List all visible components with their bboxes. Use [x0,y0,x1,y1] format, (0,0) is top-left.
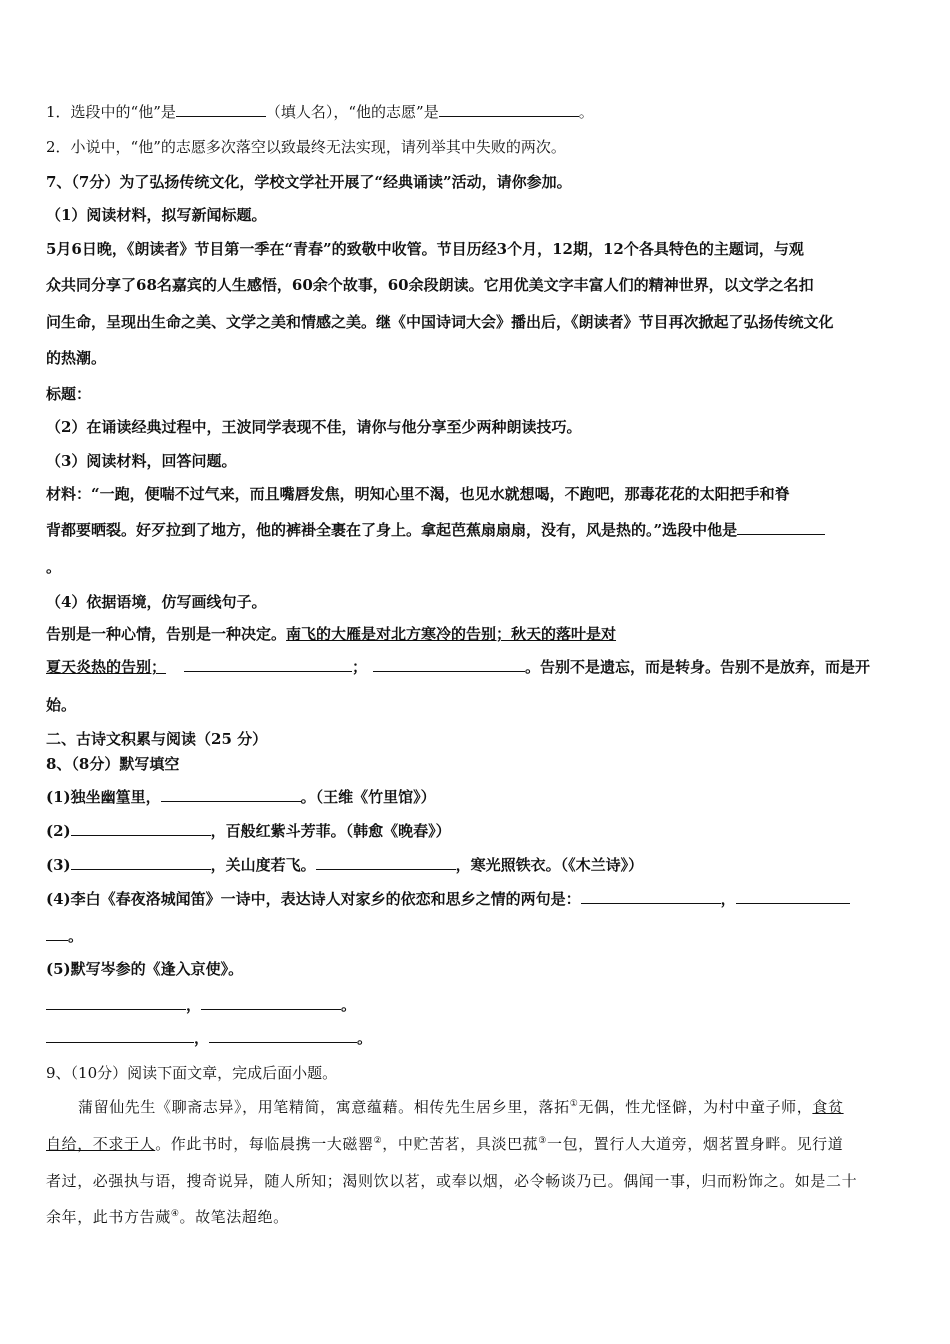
footnote-marker-3: ③ [538,1136,547,1146]
q8-item-5: (5)默写岑参的《逢入京使》。 [46,960,244,978]
q8-item-5-line-2 [46,1027,908,1049]
q8-item-3-c: ，寒光照铁衣。（《木兰诗》） [455,856,644,874]
q7-material-line-1: 5月6日晚，《朗读者》节目第一季在“青春”的致敬中收管。节目历经3个月，12期，12个各具特色的主题词，与观 [46,240,804,258]
q9-underlined-1: 食贫 [812,1098,844,1116]
q8-item-5-end-1: 。 [341,996,357,1014]
question-1-2: 2．小说中，“他”的志愿多次落空以致最终无法实现，请列举其中失败的两次。 [46,138,566,156]
q9-passage-line-4 [46,1206,908,1228]
q7-sub4-line-3: 始。 [46,696,77,714]
answer-blank-q8-4a[interactable] [581,888,721,904]
answer-blank-who[interactable] [737,519,825,535]
question-7-sub3: （3）阅读材料，回答问题。 [46,452,237,470]
answer-blank-q8-5b[interactable] [201,994,341,1010]
q8-item-3 [46,854,908,876]
question-7-sub2: （2）在诵读经典过程中，王波同学表现不佳，请你与他分享至少两种朗读技巧。 [46,418,582,436]
q9-p1-b: 无偶，性尤怪僻，为村中童子师， [578,1098,813,1116]
q8-item-4 [46,888,908,910]
q7-sub4-plain: 告别是一种心情，告别是一种决定。 [46,625,287,643]
answer-blank-q8-4b[interactable] [736,888,850,904]
footnote-marker-4: ④ [170,1209,180,1219]
q9-p1-a: 蒲留仙先生《聊斋志异》，用笔精简，寓意蕴藉。相传先生居乡里，落拓 [78,1098,570,1116]
q8-item-5-line-1 [46,994,908,1016]
q1-1-text-b: （填人名），“他的志愿”是 [265,103,439,121]
answer-blank-wish[interactable] [439,101,579,117]
q7-sub4-line-1 [46,623,908,645]
answer-blank-q8-3a[interactable] [71,854,211,870]
q7-sub4-rest: 。告别不是遗忘，而是转身。告别不是放弃，而是开 [525,658,871,676]
footnote-marker-1: ① [569,1099,579,1109]
q7-sub3-end: 。 [46,558,62,576]
q8-item-2-a: (2) [46,822,71,840]
q9-p4-a: 余年，此书方告蒇 [46,1208,171,1226]
answer-blank-q8-3b[interactable] [316,854,456,870]
q8-item-4-a: (4)李白《春夜洛城闻笛》一诗中，表达诗人对家乡的依恋和思乡之情的两句是： [46,890,581,908]
q7-sub4-underlined-1: 南飞的大雁是对北方寒冷的告别；秋天的落叶是对 [286,625,617,643]
q8-item-1-a: (1)独坐幽篁里， [46,788,161,806]
footnote-marker-2: ② [373,1136,383,1146]
q7-sub4-sep: ； [352,658,368,676]
q8-item-3-b: ，关山度若飞。 [210,856,316,874]
q7-headline-label: 标题： [46,385,92,403]
answer-blank-imitate-2[interactable] [373,656,525,672]
q8-item-2-b: ，百般红紫斗芳菲。（韩愈《晚春》） [210,822,451,840]
answer-blank-q8-5c[interactable] [46,1027,194,1043]
q8-item-4-cont [46,925,908,947]
q8-item-5-end-2: 。 [357,1029,373,1047]
q7-material-line-3: 问生命，呈现出生命之美、文学之美和情感之美。继《中国诗词大会》播出后，《朗读者》节目再次掀起了弘扬传统文化 [46,313,834,331]
q7-sub4-underlined-2: 夏天炎热的告别； [46,658,167,676]
answer-blank-name[interactable] [176,101,266,117]
q9-passage-line-1 [46,1096,908,1118]
answer-blank-q8-5d[interactable] [209,1027,357,1043]
q7-sub3-line-2-text: 背都要晒裂。好歹拉到了地方，他的裤褂全裹在了身上。拿起芭蕉扇扇扇，没有，风是热的。”选段中他是 [46,521,738,539]
answer-blank-q8-5a[interactable] [46,994,186,1010]
question-9-title: 9、（10分）阅读下面文章，完成后面小题。 [46,1064,338,1082]
q8-item-3-a: (3) [46,856,71,874]
q7-sub4-line-2 [46,656,908,678]
q9-passage-line-2 [46,1133,908,1155]
q9-underlined-2: 自给，不求于人 [46,1135,156,1153]
question-7-sub1: （1）阅读材料，拟写新闻标题。 [46,206,267,224]
q7-sub3-line-1: 材料：“一跑，便喘不过气来，而且嘴唇发焦，明知心里不渴，也见水就想喝，不跑吧，那毒花花的太阳把手和脊 [46,485,790,503]
q7-material-line-4: 的热潮。 [46,349,107,367]
q7-material-line-2: 众共同分享了68名嘉宾的人生感悟，60余个故事，60余段朗读。它用优美文字丰富人们的精神世界，以文学之名扣 [46,276,814,294]
q1-1-text-a: 1．选段中的“他”是 [46,103,176,121]
q7-sub3-line-2 [46,519,908,541]
q8-item-1 [46,786,908,808]
question-1-1 [46,101,908,123]
q8-item-4-end: 。 [68,927,84,945]
q9-p2-c: 一包，置行人大道旁，烟茗置身畔。见行道 [546,1135,844,1153]
question-7-title: 7、（7分）为了弘扬传统文化，学校文学社开展了“经典诵读”活动，请你参加。 [46,173,572,191]
q9-passage-line-3: 者过，必强执与语，搜奇说异，随人所知；渴则饮以茗，或奉以烟，必令畅谈乃已。偶闻一事，归而粉饰之。如是二十 [46,1172,858,1190]
q8-item-5-comma-1: ， [186,996,202,1014]
q8-item-4-comma: ， [720,890,736,908]
section-2-heading: 二、古诗文积累与阅读（25 分） [46,730,268,748]
answer-blank-imitate-1[interactable] [184,656,352,672]
answer-blank-q8-1[interactable] [161,786,301,802]
question-8-title: 8、（8分）默写填空 [46,755,180,773]
question-7-sub4: （4）依据语境，仿写画线句子。 [46,593,267,611]
answer-blank-q8-2[interactable] [71,820,211,836]
q8-item-5-comma-2: ， [194,1029,210,1047]
q1-1-end: 。 [578,103,594,121]
q8-item-1-b: 。（王维《竹里馆》） [300,788,436,806]
q9-p4-b: 。故笔法超绝。 [179,1208,289,1226]
answer-blank-q8-4b-cont[interactable] [46,925,68,941]
q9-p2-a: 。作此书时，每临晨携一大磁罂 [155,1135,374,1153]
q8-item-2 [46,820,908,842]
q9-p2-b: ，中贮苦茗，具淡巴菰 [382,1135,539,1153]
